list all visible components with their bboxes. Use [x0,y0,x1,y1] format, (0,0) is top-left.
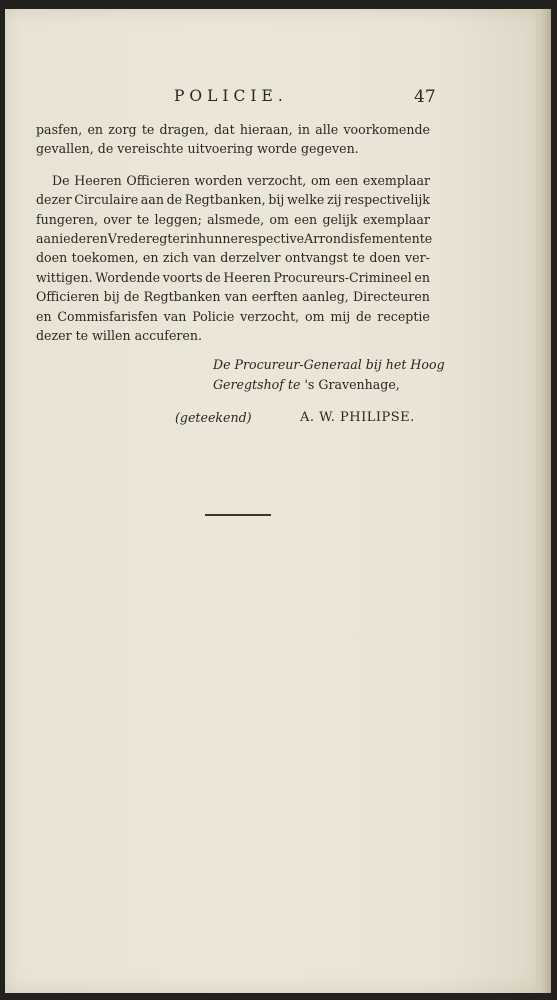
signature-place: 's Gravenhage, [300,376,400,392]
signature-court-name: Geregtshof te [213,376,301,392]
running-head: POLICIE. [174,87,288,105]
page-header [0,85,557,111]
paragraph-1 [36,120,430,159]
page-number: 47 [414,87,436,107]
text-line: Officieren bij de Regtbanken van eerften aanleg, Directeuren [36,289,430,305]
text-line: De Heeren Officieren worden verzocht, om een exemplaar [52,172,430,188]
signature-title: De Procureur-Generaal bij het Hoog [213,357,445,372]
text-line: dezer Circulaire aan de Regtbanken, bij welke zij respectivelijk [36,192,430,208]
text-line: fungeren, over te leggen; alsmede, om een gelijk exemplaar [36,211,430,227]
text-line: doen toekomen, en zich van derzelver ontvangst te doen ver- [36,250,430,266]
signed-note: (geteekend) [175,410,252,425]
text-line: gevallen, de vereischte uitvoering worde gegeven. [36,141,359,157]
text-line: en Commisfarisfen van Policie verzocht, om mij de receptie [36,308,430,324]
paragraph-2 [36,171,433,346]
signature-block [213,355,445,394]
signature-court [213,375,445,395]
closing-rule [205,514,271,516]
page-edge [536,9,551,993]
text-line: pasfen, en zorg te dragen, dat hieraan, in alle voorkomende [36,122,430,137]
text-line: aan iederen Vrederegter in hunne respective Arrondisfementen te [36,230,433,246]
body-text [36,120,433,345]
text-line: dezer te willen accuferen. [36,327,203,343]
signer-name: A. W. PHILIPSE. [300,410,415,425]
text-line: wittigen. Wordende voorts de Heeren Procureurs-Crimineel en [36,269,430,285]
